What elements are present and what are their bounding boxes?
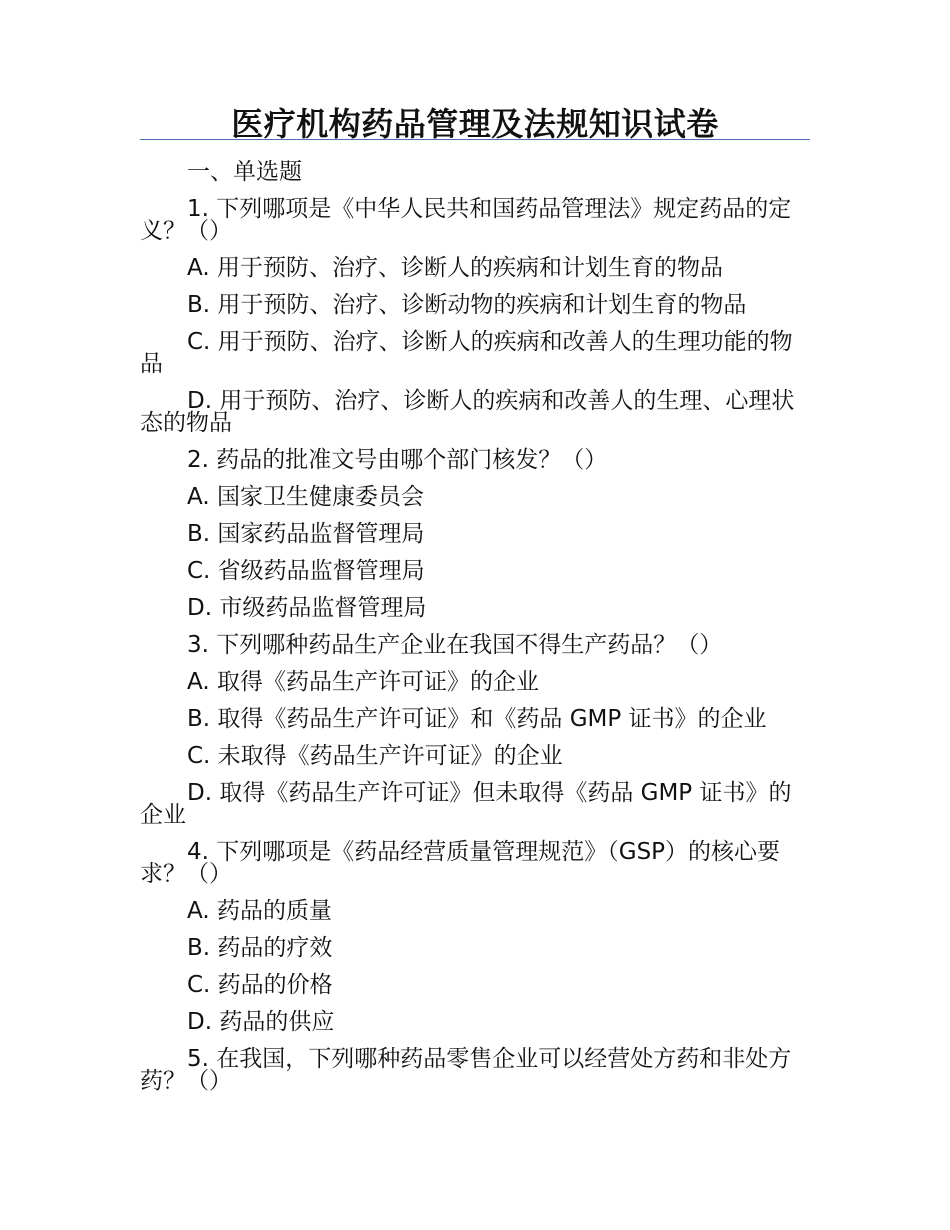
title-underline: [140, 139, 810, 140]
option-3a: A. 取得《药品生产许可证》的企业: [187, 669, 539, 695]
option-4d: D. 药品的供应: [187, 1009, 335, 1035]
option-2d: D. 市级药品监督管理局: [187, 595, 427, 621]
option-1d: D. 用于预防、治疗、诊断人的疾病和改善人的生理、心理状态的物品: [140, 388, 795, 436]
option-2b: B. 国家药品监督管理局: [187, 521, 425, 547]
section-heading: 一、单选题: [187, 159, 302, 185]
option-4c: C. 药品的价格: [187, 972, 333, 998]
document-title: 医疗机构药品管理及法规知识试卷: [231, 105, 719, 143]
option-1b: B. 用于预防、治疗、诊断动物的疾病和计划生育的物品: [187, 292, 747, 318]
question-5: 5. 在我国，下列哪种药品零售企业可以经营处方药和非处方药？（）: [140, 1046, 792, 1094]
option-3b: B. 取得《药品生产许可证》和《药品 GMP 证书》的企业: [187, 706, 767, 732]
option-1c: C. 用于预防、治疗、诊断人的疾病和改善人的生理功能的物品: [140, 329, 793, 377]
option-4b: B. 药品的疗效: [187, 935, 333, 961]
option-2c: C. 省级药品监督管理局: [187, 558, 425, 584]
option-4a: A. 药品的质量: [187, 898, 332, 924]
question-body: [140, 154, 812, 1100]
question-3: 3. 下列哪种药品生产企业在我国不得生产药品？（）: [187, 632, 723, 658]
option-3c: C. 未取得《药品生产许可证》的企业: [187, 743, 563, 769]
question-2: 2. 药品的批准文号由哪个部门核发？（）: [187, 447, 608, 473]
option-3d: D. 取得《药品生产许可证》但未取得《药品 GMP 证书》的企业: [140, 780, 792, 828]
question-4: 4. 下列哪项是《药品经营质量管理规范》（GSP）的核心要求？（）: [140, 839, 781, 887]
option-2a: A. 国家卫生健康委员会: [187, 484, 424, 510]
option-1a: A. 用于预防、治疗、诊断人的疾病和计划生育的物品: [187, 255, 723, 281]
question-1: 1. 下列哪项是《中华人民共和国药品管理法》规定药品的定义？（）: [140, 196, 792, 244]
